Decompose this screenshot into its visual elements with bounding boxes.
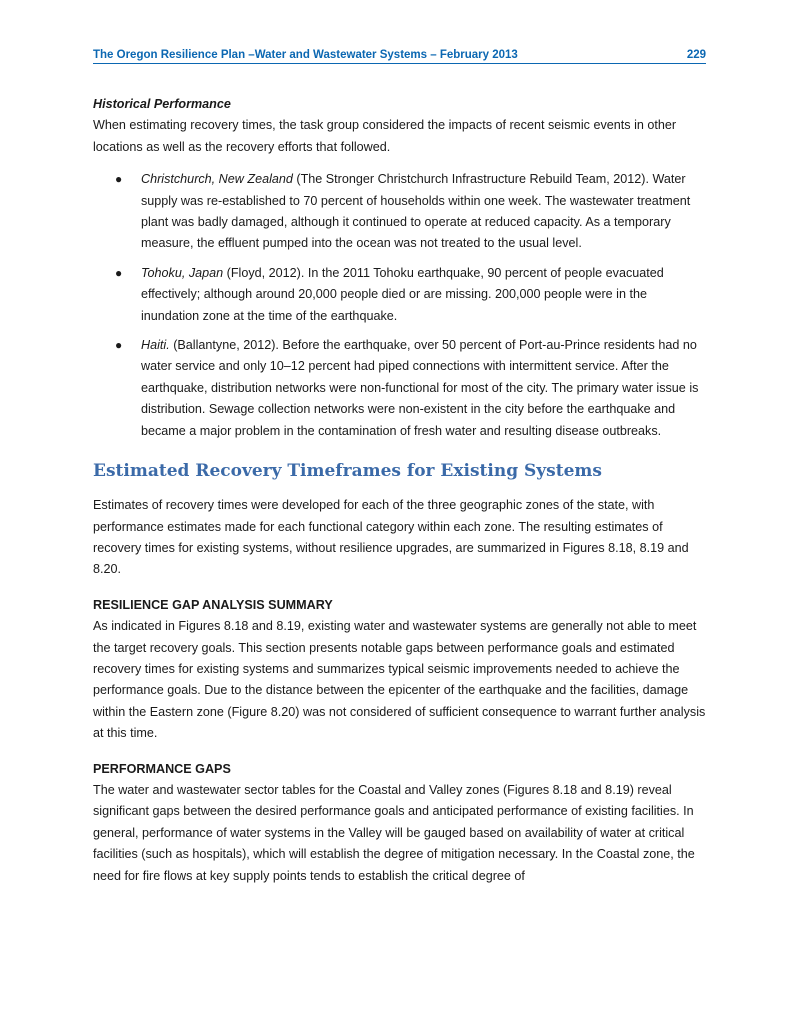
bullet-icon: ● — [115, 265, 123, 280]
historical-bullet-list — [93, 169, 706, 442]
bullet-place: Christchurch, New Zealand — [141, 172, 293, 187]
bullet-place: Tohoku, Japan — [141, 265, 224, 280]
performance-gaps-heading: PERFORMANCE GAPS — [93, 761, 231, 776]
gap-summary-heading: RESILIENCE GAP ANALYSIS SUMMARY — [93, 597, 333, 612]
estimated-recovery-body: Estimates of recovery times were developed for each of the three geographic zones of the state, with performance estimates made for each functional category within each zone. The resulting estimates of recovery times for existing systems, without resilience upgrades, are summarized in Figures 8.18, 8.19 and 8.20. — [93, 498, 689, 577]
bullet-icon: ● — [115, 172, 123, 187]
bullet-text: (Floyd, 2012). In the 2011 Tohoku earthquake, 90 percent of people evacuated effectively; although around 20,000 people died or are missing. 200,000 people were in the inundation zone at the time of the earthquake. — [141, 265, 664, 323]
historical-intro: When estimating recovery times, the task group considered the impacts of recent seismic events in other locations as well as the recovery efforts that followed. — [93, 118, 677, 154]
bullet-place: Haiti. — [141, 338, 170, 353]
bullet-text: (Ballantyne, 2012). Before the earthquake, over 50 percent of Port-au-Prince residents had no water service and only 10–12 percent had piped connections with intermittent service. After the earthquake, distribution networks were non-functional for most of the city. The primary water issue is distribution. Sewage collection networks were non-existent in the city before the earthquake and became a major problem in the contamination of fresh water and resulting disease outbreaks. — [141, 338, 699, 438]
bullet-text: (The Stronger Christchurch Infrastructure Rebuild Team, 2012). Water supply was re-established to 70 percent of households within one week. The wastewater treatment plant was badly damaged, although it continued to operate at reduced capacity. As a temporary measure, the effluent pumped into the ocean was not treated to the usual level. — [141, 172, 691, 251]
list-item — [115, 169, 706, 255]
bullet-icon: ● — [115, 338, 123, 353]
historical-performance-heading: Historical Performance — [93, 97, 231, 111]
page-number: 229 — [686, 49, 706, 61]
gap-summary-body: As indicated in Figures 8.18 and 8.19, existing water and wastewater systems are generally not able to meet the target recovery goals. This section presents notable gaps between performance goals and estimated recovery times for existing systems and summarizes typical seismic improvements needed to achieve the performance goals. Due to the distance between the epicenter of the earthquake and the facilities, damage within the Eastern zone (Figure 8.20) was not considered of sufficient consequence to warrant further analysis at this time. — [93, 619, 706, 741]
estimated-recovery-heading: Estimated Recovery Timeframes for Existing Systems — [93, 461, 602, 482]
page-content — [93, 94, 706, 887]
running-header — [93, 48, 706, 64]
header-title: The Oregon Resilience Plan –Water and Wastewater Systems – February 2013 — [93, 49, 518, 61]
list-item — [115, 335, 706, 442]
list-item — [115, 263, 706, 327]
performance-gaps-body: The water and wastewater sector tables for the Coastal and Valley zones (Figures 8.18 and 8.19) reveal significant gaps between the desired performance goals and anticipated performance of existing facilities. In general, performance of water systems in the Valley will be gauged based on availability of water at critical facilities (such as hospitals), which will establish the degree of mitigation necessary. In the Coastal zone, the need for fire flows at key supply points tends to establish the critical degree of — [93, 782, 695, 883]
